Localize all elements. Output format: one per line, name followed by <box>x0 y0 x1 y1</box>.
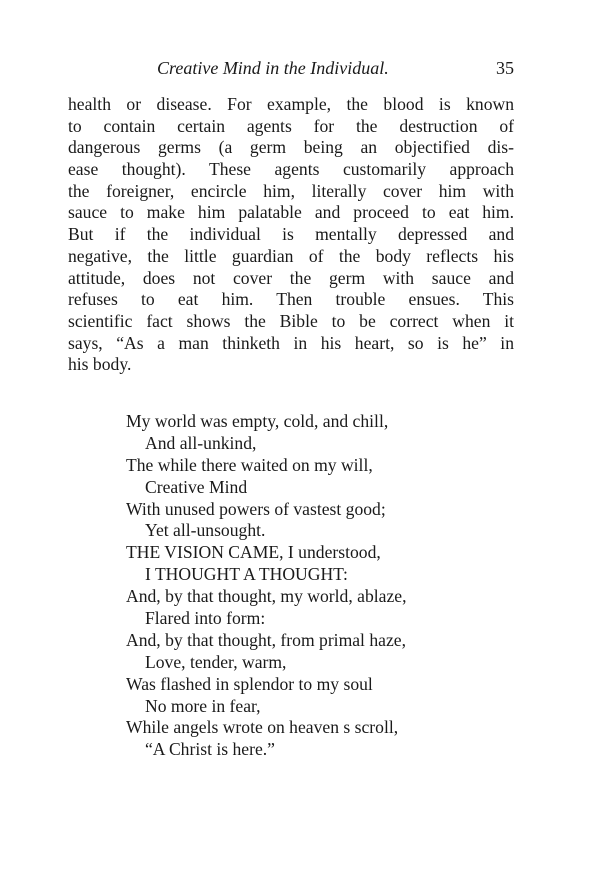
poem-verse-indented: Creative Mind <box>145 476 248 497</box>
prose-line: sauce to make him palatable and proceed to eat him. <box>68 202 514 223</box>
prose-line: scientific fact shows the Bible to be correct when it <box>68 310 514 331</box>
poem-verse-indented: I THOUGHT A THOUGHT: <box>145 564 348 585</box>
poem-verse-indented: No more in fear, <box>145 695 261 716</box>
poem-verse: And, by that thought, from primal haze, <box>126 629 406 650</box>
prose-line: to contain certain agents for the destruction of <box>68 115 514 136</box>
running-title: Creative Mind in the Individual. <box>157 58 389 78</box>
poem-verse: With unused powers of vastest good; <box>126 498 386 519</box>
prose-paragraph <box>68 94 514 376</box>
prose-line: his body. <box>68 354 132 375</box>
running-head <box>68 58 514 82</box>
poem-verse-indented: Flared into form: <box>145 608 266 629</box>
poem-verse: My world was empty, cold, and chill, <box>126 411 389 431</box>
poem-verse: The while there waited on my will, <box>126 454 373 475</box>
poem-verse-indented: Love, tender, warm, <box>145 651 287 672</box>
poem-verse: And, by that thought, my world, ablaze, <box>126 586 407 607</box>
poem-verse-indented: And all-unkind, <box>145 432 257 453</box>
prose-line: says, “As a man thinketh in his heart, so is he” in <box>68 332 514 353</box>
prose-line: the foreigner, encircle him, literally cover him with <box>68 180 514 201</box>
prose-line: negative, the little guardian of the body reflects his <box>68 245 514 266</box>
poem-verse: While angels wrote on heaven s scroll, <box>126 717 399 738</box>
poem-verse-indented: “A Christ is here.” <box>145 739 275 760</box>
poem <box>126 411 486 761</box>
prose-line: health or disease. For example, the blood is known <box>68 94 514 114</box>
poem-verse-indented: Yet all-unsought. <box>145 520 266 541</box>
prose-line: But if the individual is mentally depressed and <box>68 224 514 245</box>
prose-line: refuses to eat him. Then trouble ensues. This <box>68 289 514 310</box>
prose-line: attitude, does not cover the germ with sauce and <box>68 267 514 288</box>
page-number: 35 <box>496 58 514 78</box>
poem-verse: Was flashed in splendor to my soul <box>126 673 373 694</box>
prose-line: dangerous germs (a germ being an objectified dis- <box>68 137 514 158</box>
prose-line: ease thought). These agents customarily approach <box>68 159 514 180</box>
poem-verse: THE VISION CAME, I understood, <box>126 542 381 563</box>
